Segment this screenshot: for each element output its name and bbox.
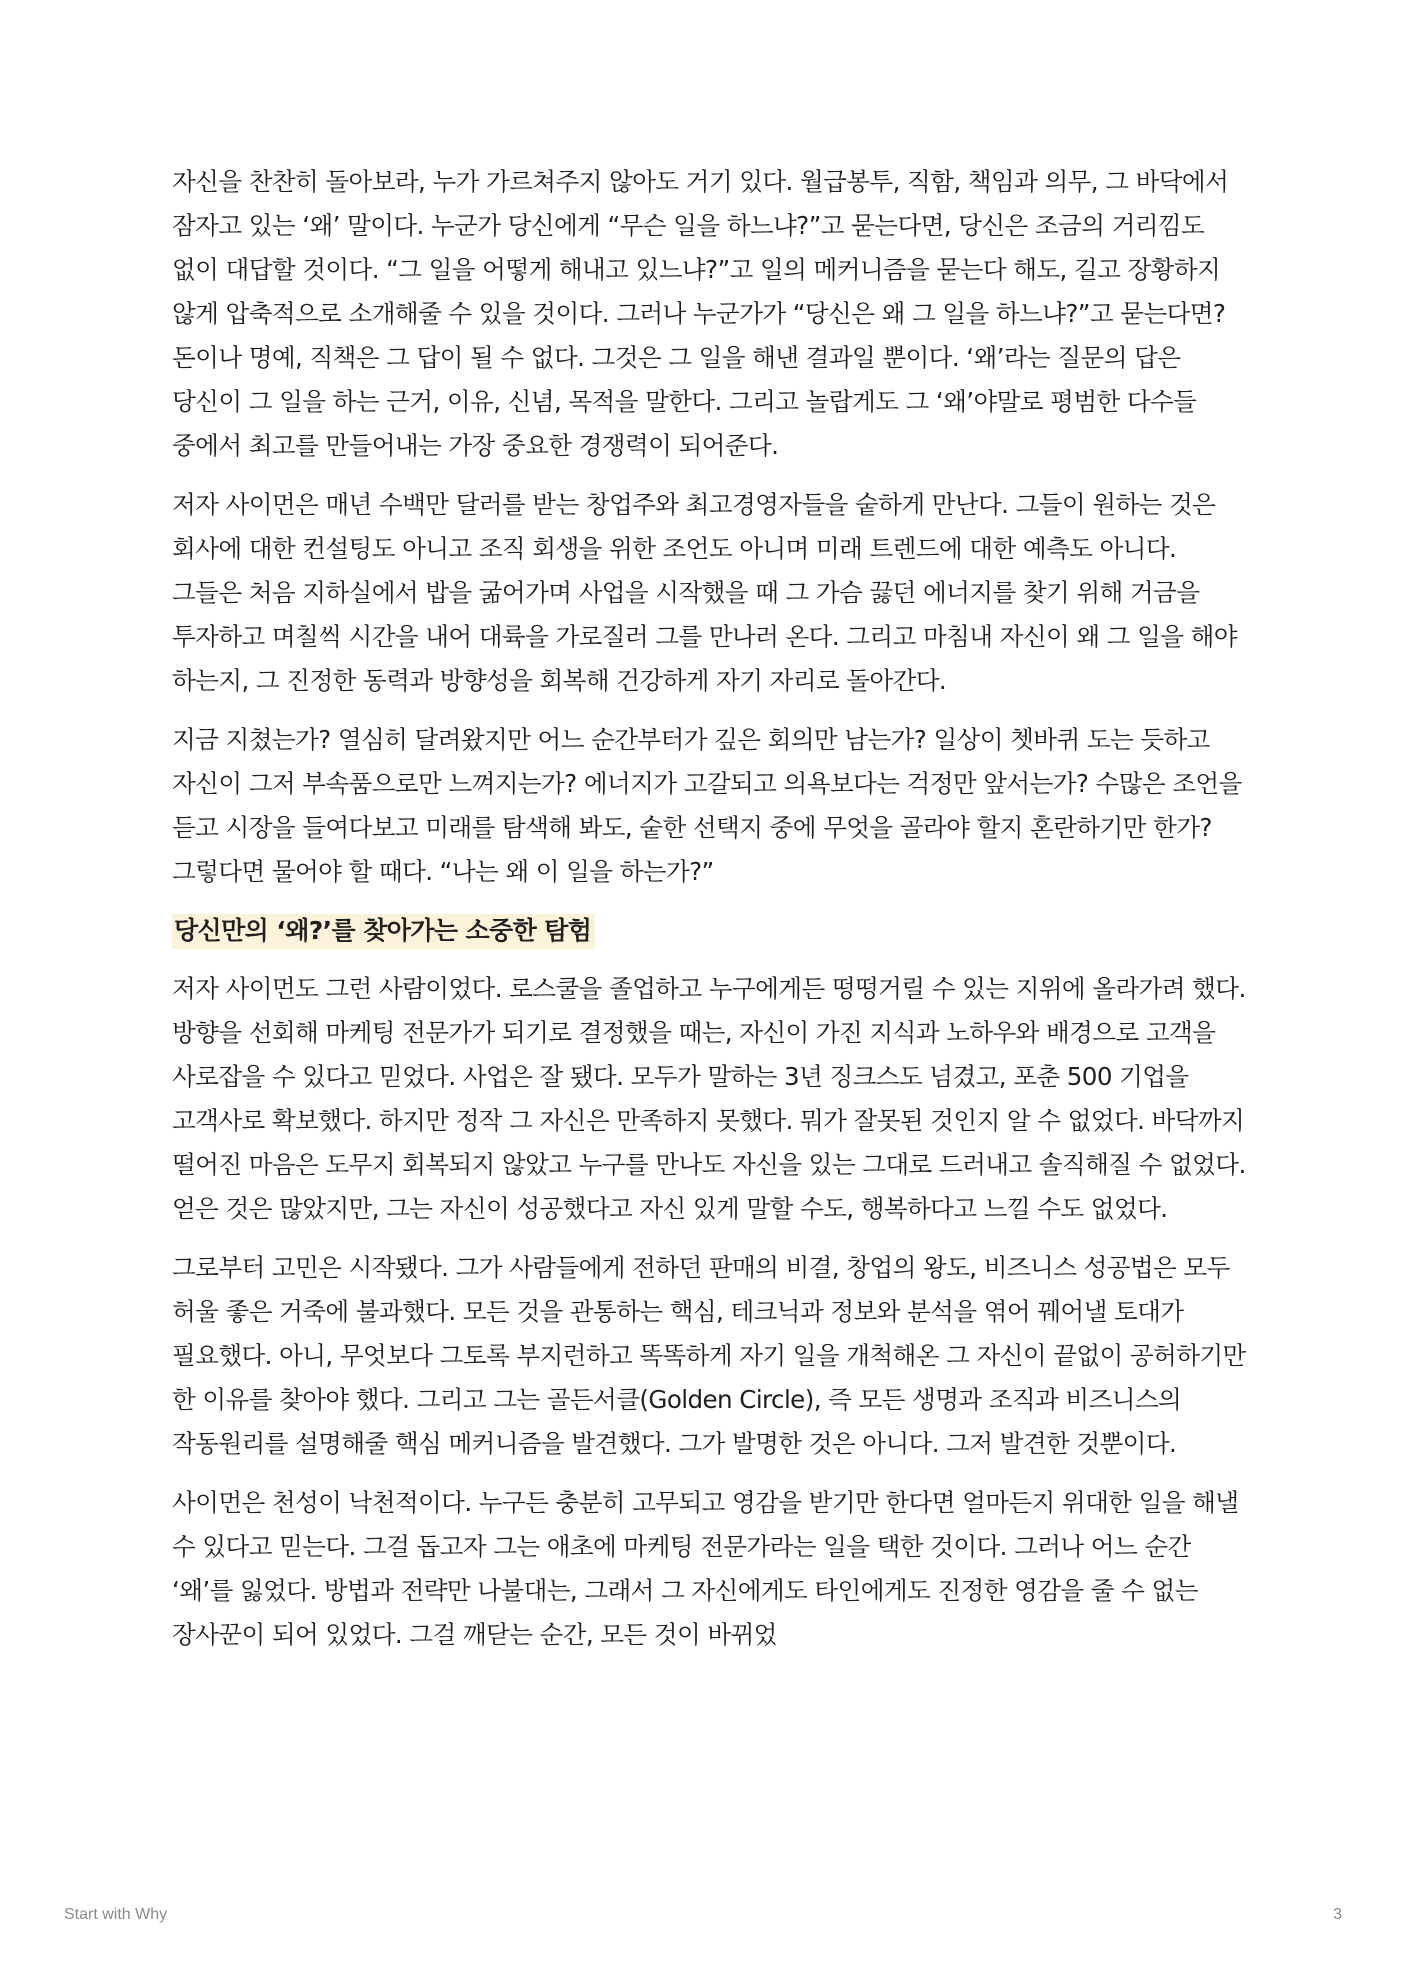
section-heading-highlight: 당신만의 ‘왜?’를 찾아가는 소중한 탐험 <box>172 914 595 949</box>
body-paragraph-4: 저자 사이먼도 그런 사람이었다. 로스쿨을 졸업하고 누구에게든 떵떵거릴 수 있는 지위에 올라가려 했다. 방향을 선회해 마케팅 전문가가 되기로 결정했을 때는, 자신이 가진 지식과 노하우와 배경으로 고객을 사로잡을 수 있다고 믿었다. 사업은 잘 됐다. 모두가 말하는 3년 징크스도 넘겼고, 포춘 500 기업을 고객사로 확보했다. 하지만 정작 그 자신은 만족하지 못했다. 뭐가 잘못된 것인지 알 수 없었다. 바닥까지 떨어진 마음은 도무지 회복되지 않았고 누구를 만나도 자신을 있는 그대로 드러내고 솔직해질 수 없었다. 얻은 것은 많았지만, 그는 자신이 성공했다고 자신 있게 말할 수도, 행복하다고 느낄 수도 없었다. <box>172 974 1246 1223</box>
body-paragraph-3: 지금 지쳤는가? 열심히 달려왔지만 어느 순간부터가 깊은 회의만 남는가? 일상이 쳇바퀴 도는 듯하고 자신이 그저 부속품으로만 느껴지는가? 에너지가 고갈되고 의욕보다는 걱정만 앞서는가? 수많은 조언을 듣고 시장을 들여다보고 미래를 탐색해 봐도, 숱한 선택지 중에 무엇을 골라야 할지 혼란하기만 한가? 그렇다면 물어야 할 때다. “나는 왜 이 일을 하는가?” <box>172 725 1242 886</box>
body-paragraph-2: 저자 사이먼은 매년 수백만 달러를 받는 창업주와 최고경영자들을 숱하게 만난다. 그들이 원하는 것은 회사에 대한 컨설팅도 아니고 조직 회생을 위한 조언도 아니며 미래 트렌드에 대한 예측도 아니다. 그들은 처음 지하실에서 밥을 굶어가며 사업을 시작했을 때 그 가슴 끓던 에너지를 찾기 위해 거금을 투자하고 며칠씩 시간을 내어 대륙을 가로질러 그를 만나러 온다. 그리고 마침내 자신이 왜 그 일을 해야 하는지, 그 진정한 동력과 방향성을 회복해 건강하게 자기 자리로 돌아간다. <box>172 490 1237 695</box>
body-paragraph-5: 그로부터 고민은 시작됐다. 그가 사람들에게 전하던 판매의 비결, 창업의 왕도, 비즈니스 성공법은 모두 허울 좋은 거죽에 불과했다. 모든 것을 관통하는 핵심, 테크닉과 정보와 분석을 엮어 꿰어낼 토대가 필요했다. 아니, 무엇보다 그토록 부지런하고 똑똑하게 자기 일을 개척해온 그 자신이 끝없이 공허하기만 한 이유를 찾아야 했다. 그리고 그는 골든서클(Golden Circle), 즉 모든 생명과 조직과 비즈니스의 작동원리를 설명해줄 핵심 메커니즘을 발견했다. 그가 발명한 것은 아니다. 그저 발견한 것뿐이다. <box>172 1253 1246 1458</box>
page-body <box>172 160 1252 1672</box>
body-paragraph-1: 자신을 찬찬히 돌아보라, 누가 가르쳐주지 않아도 거기 있다. 월급봉투, 직함, 책임과 의무, 그 바닥에서 잠자고 있는 ‘왜’ 말이다. 누군가 당신에게 “무슨 일을 하느냐?”고 묻는다면, 당신은 조금의 거리낌도 없이 대답할 것이다. “그 일을 어떻게 해내고 있느냐?”고 일의 메커니즘을 묻는다 해도, 길고 장황하지 않게 압축적으로 소개해줄 수 있을 것이다. 그러나 누군가가 “당신은 왜 그 일을 하느냐?”고 묻는다면? 돈이나 명예, 직책은 그 답이 될 수 없다. 그것은 그 일을 해낸 결과일 뿐이다. ‘왜’라는 질문의 답은 당신이 그 일을 하는 근거, 이유, 신념, 목적을 말한다. 그리고 놀랍게도 그 ‘왜’야말로 평범한 다수들 중에서 최고를 만들어내는 가장 중요한 경쟁력이 되어준다. <box>172 167 1229 460</box>
body-paragraph-6: 사이먼은 천성이 낙천적이다. 누구든 충분히 고무되고 영감을 받기만 한다면 얼마든지 위대한 일을 해낼 수 있다고 믿는다. 그걸 돕고자 그는 애초에 마케팅 전문가라는 일을 택한 것이다. 그러나 어느 순간 ‘왜’를 잃었다. 방법과 전략만 나불대는, 그래서 그 자신에게도 타인에게도 진정한 영감을 줄 수 없는 장사꾼이 되어 있었다. 그걸 깨닫는 순간, 모든 것이 바뀌었 <box>172 1488 1239 1649</box>
footer-book-title: Start with Why <box>64 1906 168 1923</box>
section-heading <box>172 909 1252 953</box>
footer-page-number: 3 <box>1333 1906 1342 1923</box>
